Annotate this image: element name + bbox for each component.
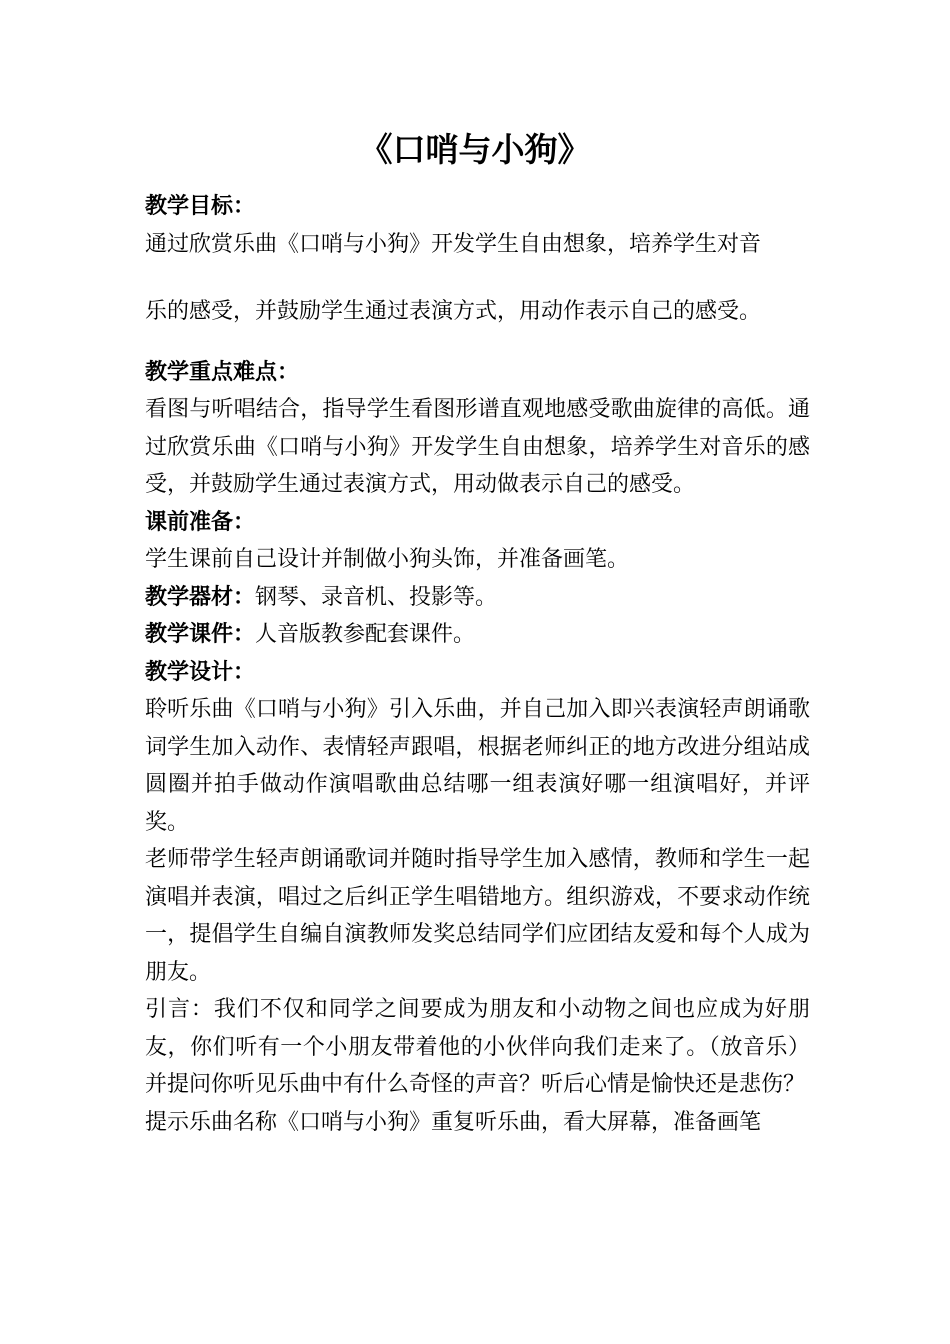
heading-design: 教学设计： xyxy=(145,659,256,685)
design-paragraph-2: 老师带学生轻声朗诵歌词并随时指导学生加入感情，教师和学生一起演唱并表演，唱过之后纠正学生唱错地方。组织游戏，不要求动作统一，提倡学生自编自演教师发奖总结同学们应团结友爱和每个人成为朋友。 xyxy=(145,847,810,985)
document-title: 《口哨与小狗》 xyxy=(359,130,591,169)
heading-key-points: 教学重点难点： xyxy=(145,359,300,385)
document-body xyxy=(145,188,810,1141)
equipment-line xyxy=(145,579,810,617)
equipment-text: 钢琴、录音机、投影等。 xyxy=(255,584,498,610)
design-paragraph-3: 引言：我们不仅和同学之间要成为朋友和小动物之间也应成为好朋友，你们听有一个小朋友带着他的小伙伴向我们走来了。（放音乐）并提问你听见乐曲中有什么奇怪的声音？听后心情是愉快还是悲伤？ xyxy=(145,997,810,1097)
courseware-label: 教学课件： xyxy=(145,622,256,647)
courseware-text: 人音版教参配套课件。 xyxy=(255,622,476,647)
heading-preparation: 课前准备： xyxy=(145,509,256,535)
heading-goals: 教学目标： xyxy=(145,194,256,219)
preparation-text: 学生课前自己设计并制做小狗头饰，并准备画笔。 xyxy=(145,547,630,572)
courseware-line xyxy=(145,616,810,654)
key-points-text: 看图与听唱结合，指导学生看图形谱直观地感受歌曲旋律的高低。通过欣赏乐曲《口哨与小狗》开发学生自由想象，培养学生对音乐的感受，并鼓励学生通过表演方式，用动做表示自己的感受。 xyxy=(145,397,810,497)
design-paragraph-1: 聆听乐曲《口哨与小狗》引入乐曲，并自己加入即兴表演轻声朗诵歌词学生加入动作、表情轻声跟唱，根据老师纠正的地方改进分组站成圆圈并拍手做动作演唱歌曲总结哪一组表演好哪一组演唱好，并评奖。 xyxy=(145,697,810,835)
goals-line-2: 乐的感受，并鼓励学生通过表演方式，用动作表示自己的感受。 xyxy=(145,299,762,324)
design-paragraph-4: 提示乐曲名称《口哨与小狗》重复听乐曲，看大屏幕，准备画笔 xyxy=(145,1109,762,1135)
equipment-label: 教学器材： xyxy=(145,584,256,610)
goals-line-1: 通过欣赏乐曲《口哨与小狗》开发学生自由想象，培养学生对音 xyxy=(145,231,762,257)
